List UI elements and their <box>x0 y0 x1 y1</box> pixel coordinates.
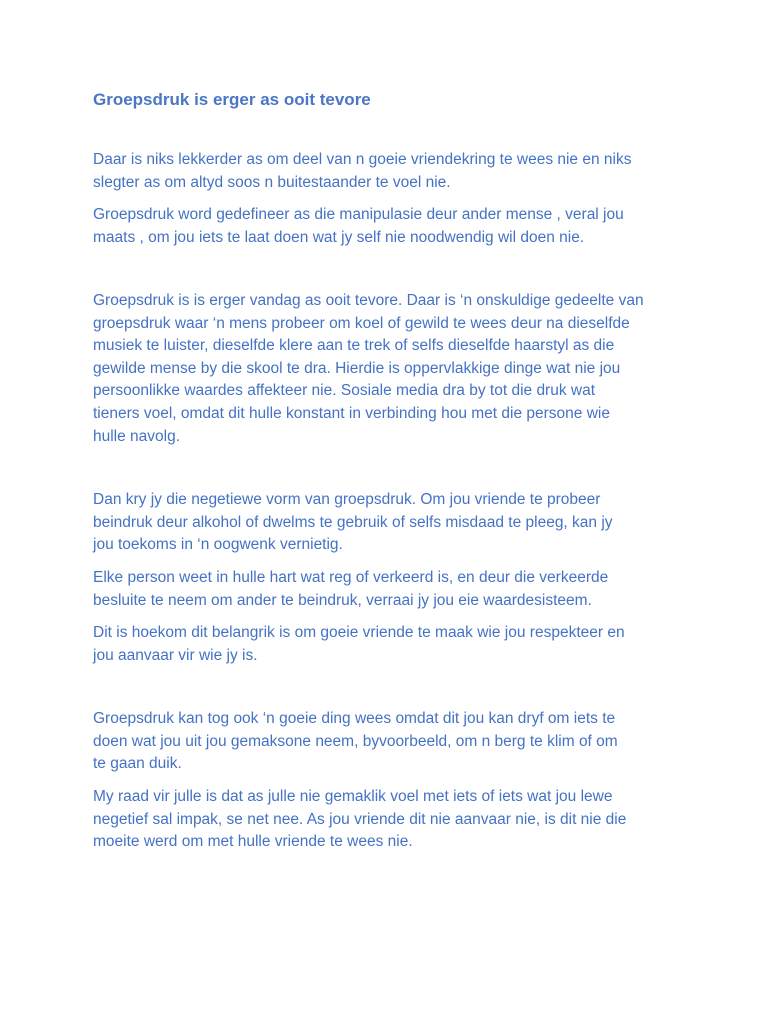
paragraph-definition: Groepsdruk word gedefineer as die manipulasie deur ander mense , veral jou maats , om jou iets te laat doen wat jy self nie noodwendig wil doen nie. <box>93 206 624 246</box>
paragraph-positive-pressure: Groepsdruk kan tog ook ‘n goeie ding wees omdat dit jou kan dryf om iets te doen wat jou uit jou gemaksone neem, byvoorbeeld, om n berg te klim of om te gaan duik. <box>93 710 618 773</box>
paragraph-values: Elke person weet in hulle hart wat reg of verkeerd is, en deur die verkeerde besluite te neem om ander te beindruk, verraai jy jou eie waardesisteem. <box>93 569 609 609</box>
paragraph-innocent-pressure: Groepsdruk is is erger vandag as ooit tevore. Daar is ‘n onskuldige gedeelte van groepsdruk waar ‘n mens probeer om koel of gewild te wees deur na dieselfde musiek te luister, dieselfde klere aan te trek of selfs dieselfde haarstyl as die gewilde mense by die skool te dra. Hierdie is oppervlakkige dinge wat nie jou persoonlikke waardes affekteer nie. Sosiale media dra by tot die druk wat tieners voel, omdat dit hulle konstant in verbinding hou met die persone wie hulle navolg. <box>93 292 644 445</box>
paragraph-intro: Daar is niks lekkerder as om deel van n goeie vriendekring te wees nie en niks slegter as om altyd soos n buitestaander te voel nie. <box>93 151 632 191</box>
paragraph-good-friends: Dit is hoekom dit belangrik is om goeie vriende te maak wie jou respekteer en jou aanvaar vir wie jy is. <box>93 624 625 664</box>
document-title: Groepsdruk is erger as ooit tevore <box>93 90 371 109</box>
paragraph-advice: My raad vir julle is dat as julle nie gemaklik voel met iets of iets wat jou lewe negetief sal impak, se net nee. As jou vriende dit nie aanvaar nie, is dit nie die moeite werd om met hulle vriende te wees nie. <box>93 788 627 851</box>
paragraph-negative-pressure: Dan kry jy die negetiewe vorm van groepsdruk. Om jou vriende te probeer beindruk deur alkohol of dwelms te gebruik of selfs misdaad te pleeg, kan jy jou toekoms in ‘n oogwenk vernietig. <box>93 491 613 554</box>
